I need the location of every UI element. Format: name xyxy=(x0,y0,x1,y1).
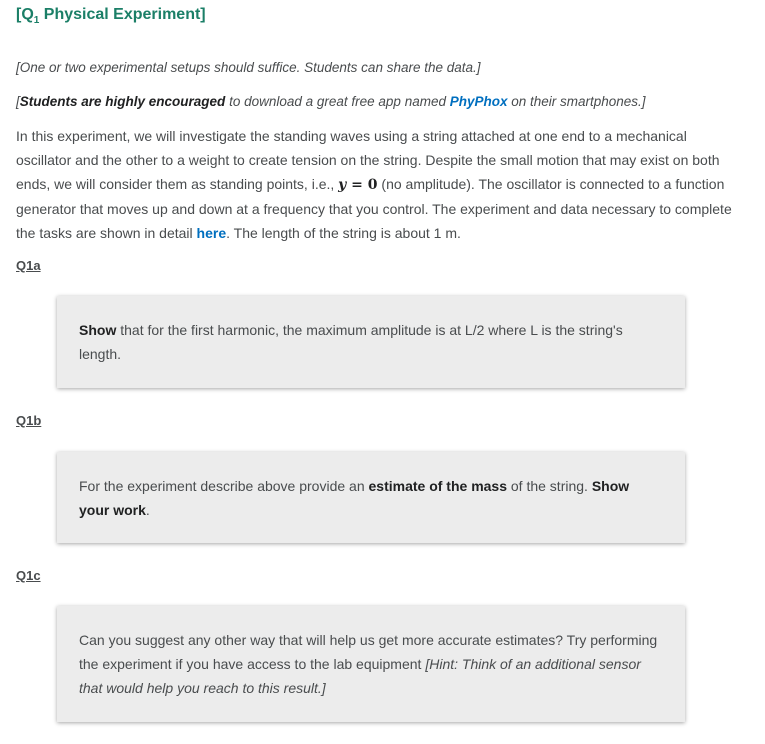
q1b-text-1: For the experiment describe above provide an xyxy=(79,478,369,494)
app-note xyxy=(16,94,646,109)
intro-paragraph xyxy=(16,124,736,245)
app-note-end: on their smartphones.] xyxy=(507,94,646,109)
q1c-text: Can you suggest any other way that will help us get more accurate estimates? Try performing the experiment if you have access to the lab equipment xyxy=(79,632,658,672)
math-eq: = xyxy=(346,177,368,193)
title-text: Physical Experiment] xyxy=(39,6,206,23)
q1b-bold-1: estimate of the mass xyxy=(368,478,507,494)
q1a-bold: Show xyxy=(79,322,117,338)
intro-text-1: In this experiment, we will investigate the standing waves using a string attached at one end to a mechanical oscillator and the other to a weight to create tension on the string. Despite the small motion that may exist on both ends, we will consider them as standing points, i.e., xyxy=(16,128,720,192)
q1c-label: Q1c xyxy=(16,568,41,583)
app-note-text: to download a great free app named xyxy=(225,94,450,109)
q1a-text: that for the first harmonic, the maximum amplitude is at L/2 where L is the string's length. xyxy=(79,322,623,362)
q1b-bold-2: Show your work xyxy=(79,478,630,518)
q1b-label: Q1b xyxy=(16,413,42,428)
math-val: 0 xyxy=(367,177,378,193)
setup-note: [One or two experimental setups should suffice. Students can share the data.] xyxy=(16,60,481,75)
phyphox-link[interactable]: PhyPhox xyxy=(449,94,508,109)
intro-text-2: (no amplitude). The oscillator is connected to a function generator that moves up and down at a frequency that you control. The experiment and data necessary to complete the tasks are shown in detail xyxy=(16,176,732,241)
math-equation xyxy=(338,177,377,193)
page-title xyxy=(16,6,206,26)
intro-text-3: . The length of the string is about 1 m. xyxy=(226,225,461,241)
here-link[interactable]: here xyxy=(196,225,227,241)
q1c-hint: [Hint: Think of an additional sensor that would help you reach to this result.] xyxy=(79,656,641,696)
math-var: y xyxy=(338,177,347,193)
title-prefix: [Q xyxy=(16,6,34,23)
q1b-box xyxy=(57,452,685,543)
title-subscript: 1 xyxy=(33,15,40,27)
q1a-box xyxy=(57,296,685,388)
app-note-open: [ xyxy=(16,94,20,109)
q1b-text-2: of the string. xyxy=(507,478,592,494)
q1b-text-3: . xyxy=(145,502,150,518)
q1c-box xyxy=(57,606,685,722)
app-note-bold: Students are highly encouraged xyxy=(19,94,226,109)
q1a-label: Q1a xyxy=(16,258,41,273)
